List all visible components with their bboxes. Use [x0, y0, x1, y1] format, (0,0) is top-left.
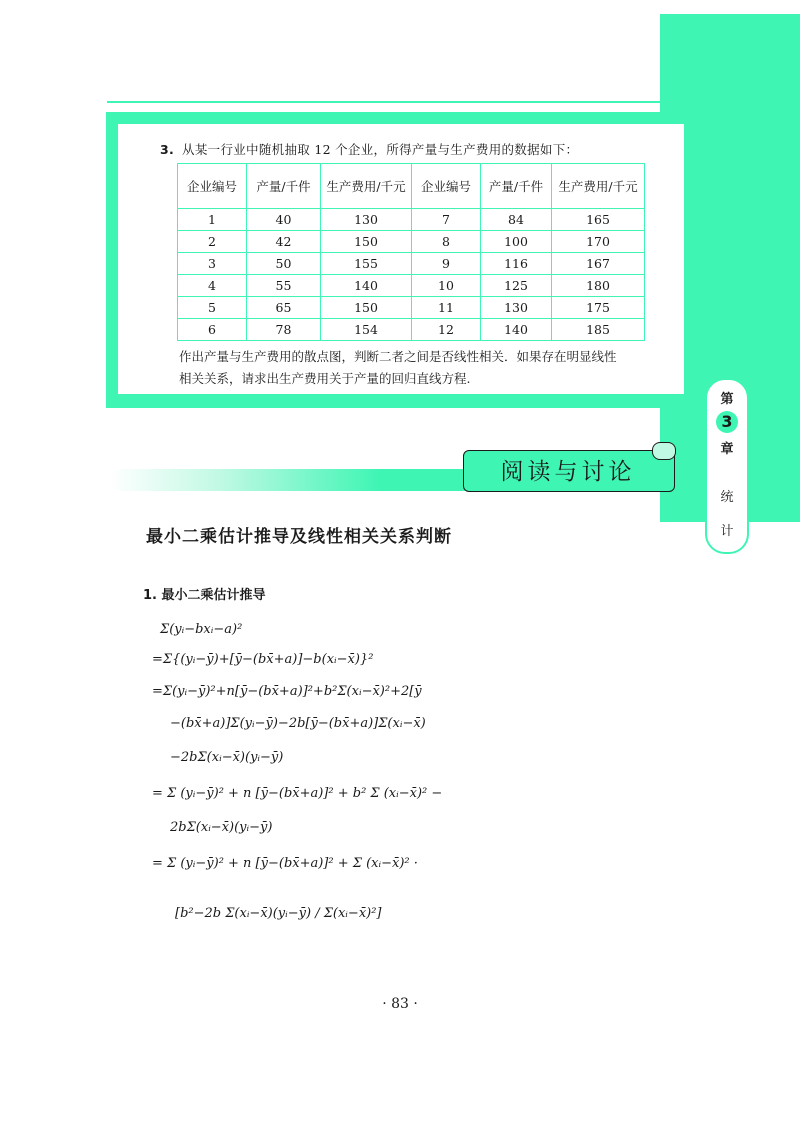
- table-cell: 55: [247, 275, 321, 297]
- exercise-text-line: 相关关系，请求出生产费用关于产量的回归直线方程.: [179, 371, 471, 386]
- exercise-question: [160, 140, 578, 158]
- table-cell: 5: [178, 297, 247, 319]
- table-cell: 150: [321, 231, 412, 253]
- table-cell: 65: [247, 297, 321, 319]
- table-cell: 154: [321, 319, 412, 341]
- table-row: [178, 319, 645, 341]
- exercise-number: 3.: [160, 142, 175, 157]
- table-cell: 11: [412, 297, 481, 319]
- table-cell: 155: [321, 253, 412, 275]
- table-cell: 84: [481, 209, 552, 231]
- table-cell: 50: [247, 253, 321, 275]
- data-table: [177, 163, 645, 341]
- table-cell: 185: [552, 319, 645, 341]
- math-line: Σ(yᵢ−bxᵢ−a)²: [160, 622, 243, 637]
- table-cell: 100: [481, 231, 552, 253]
- table-row: [178, 231, 645, 253]
- subsection-heading: 1. 最小二乘估计推导: [143, 588, 266, 603]
- top-rule: [107, 101, 667, 103]
- table-header-cell: 生产费用/千元: [552, 164, 645, 209]
- table-header-cell: 产量/千件: [481, 164, 552, 209]
- exercise-text-line: 作出产量与生产费用的散点图，判断二者之间是否线性相关．如果存在明显线性: [179, 349, 617, 364]
- table-header-row: [178, 164, 645, 209]
- math-line: =Σ(yᵢ−ȳ)²+n[ȳ−(bx̄+a)]²+b²Σ(xᵢ−x̄)²+2[ȳ: [152, 684, 422, 699]
- table-cell: 4: [178, 275, 247, 297]
- exercise-question-text: 从某一行业中随机抽取 12 个企业，所得产量与生产费用的数据如下：: [182, 142, 579, 157]
- chapter-tab-zhang: 章: [720, 442, 734, 457]
- table-cell: 12: [412, 319, 481, 341]
- table-cell: 180: [552, 275, 645, 297]
- table-cell: 140: [321, 275, 412, 297]
- banner-title: 阅读与讨论: [500, 459, 636, 485]
- table-header-cell: 企业编号: [178, 164, 247, 209]
- math-line: = Σ (yᵢ−ȳ)² + n [ȳ−(bx̄+a)]² + b² Σ (xᵢ−x̄)² −: [152, 786, 443, 801]
- table-cell: 7: [412, 209, 481, 231]
- chapter-tab-di: 第: [720, 392, 734, 407]
- table-cell: 165: [552, 209, 645, 231]
- chapter-tab-word1: 统: [720, 490, 734, 505]
- table-cell: 150: [321, 297, 412, 319]
- table-cell: 175: [552, 297, 645, 319]
- section-heading: 最小二乘估计推导及线性相关关系判断: [146, 527, 452, 547]
- math-line: =Σ{(yᵢ−ȳ)+[ȳ−(bx̄+a)]−b(xᵢ−x̄)}²: [152, 652, 374, 667]
- table-cell: 78: [247, 319, 321, 341]
- table-header-cell: 企业编号: [412, 164, 481, 209]
- table-header-cell: 生产费用/千元: [321, 164, 412, 209]
- chapter-number-badge: 3: [716, 411, 738, 433]
- table-cell: 42: [247, 231, 321, 253]
- table-cell: 116: [481, 253, 552, 275]
- table-row: [178, 275, 645, 297]
- table-cell: 125: [481, 275, 552, 297]
- table-row: [178, 297, 645, 319]
- page-number: · 83 ·: [382, 996, 418, 1012]
- table-cell: 1: [178, 209, 247, 231]
- table-row: [178, 253, 645, 275]
- math-line: = Σ (yᵢ−ȳ)² + n [ȳ−(bx̄+a)]² + Σ (xᵢ−x̄)² ·: [152, 856, 418, 871]
- math-line: −2bΣ(xᵢ−x̄)(yᵢ−ȳ): [170, 750, 284, 765]
- table-cell: 10: [412, 275, 481, 297]
- math-line: [b²−2b Σ(xᵢ−x̄)(yᵢ−ȳ) / Σ(xᵢ−x̄)²]: [175, 906, 382, 921]
- table-cell: 167: [552, 253, 645, 275]
- table-cell: 140: [481, 319, 552, 341]
- table-cell: 9: [412, 253, 481, 275]
- chapter-tab: [705, 378, 749, 554]
- math-line: −(bx̄+a)]Σ(yᵢ−ȳ)−2b[ȳ−(bx̄+a)]Σ(xᵢ−x̄): [170, 716, 426, 731]
- chapter-tab-word2: 计: [720, 524, 734, 539]
- table-cell: 6: [178, 319, 247, 341]
- math-line: 2bΣ(xᵢ−x̄)(yᵢ−ȳ): [170, 820, 273, 835]
- table-row: [178, 209, 645, 231]
- table-cell: 3: [178, 253, 247, 275]
- exercise-instructions: [179, 346, 649, 390]
- table-cell: 2: [178, 231, 247, 253]
- table-cell: 130: [481, 297, 552, 319]
- table-cell: 170: [552, 231, 645, 253]
- table-cell: 130: [321, 209, 412, 231]
- table-header-cell: 产量/千件: [247, 164, 321, 209]
- table-cell: 40: [247, 209, 321, 231]
- table-cell: 8: [412, 231, 481, 253]
